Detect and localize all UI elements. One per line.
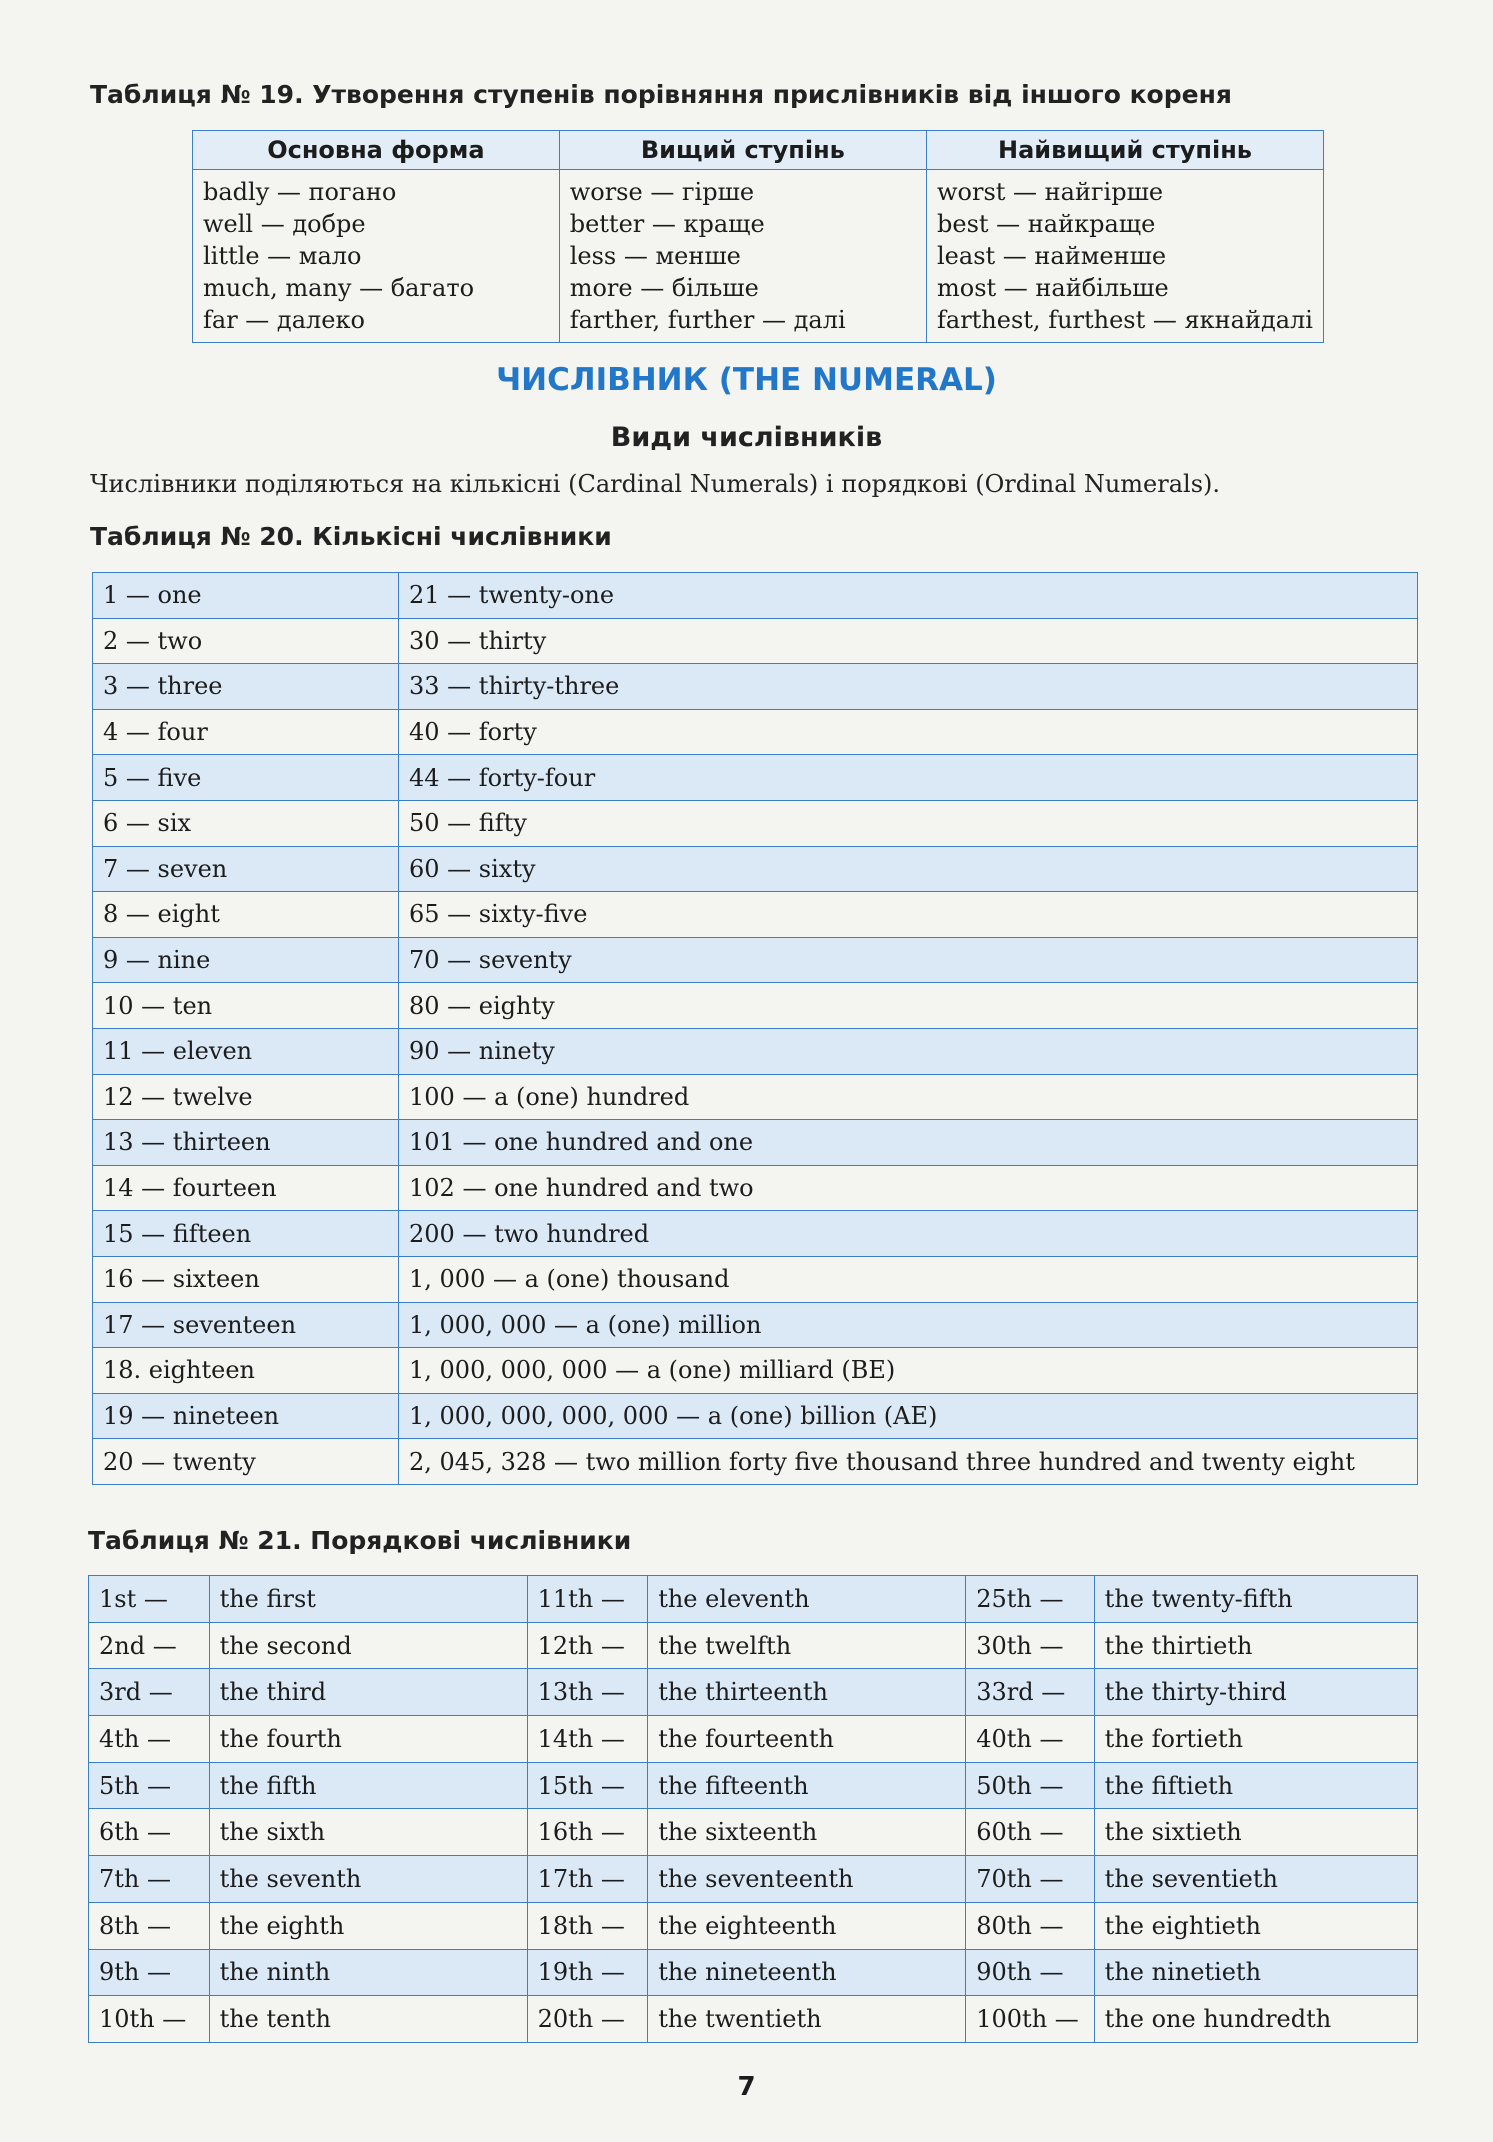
cardinal-number-large: 1, 000, 000 — a (one) million [399,1302,1418,1348]
table19-header-base: Основна форма [193,131,560,170]
table19-comparative-column [559,170,926,343]
ordinal-abbreviation: 13th — [527,1669,648,1716]
ordinal-word: the eighth [209,1902,527,1949]
table19-cell: little — мало [203,242,362,270]
ordinal-word: the fifth [209,1762,527,1809]
cardinal-number-large: 1, 000, 000, 000 — a (one) milliard (BE) [399,1348,1418,1394]
ordinal-abbreviation: 15th — [527,1762,648,1809]
ordinal-word: the fourth [209,1716,527,1763]
cardinal-number-large: 101 — one hundred and one [399,1120,1418,1166]
table-row [93,1302,1418,1348]
ordinal-abbreviation: 40th — [966,1716,1094,1763]
cardinal-number-small: 16 — sixteen [93,1256,399,1302]
table-row [93,983,1418,1029]
ordinal-word: the fortieth [1094,1716,1417,1763]
table-row [93,1211,1418,1257]
table19-cell: badly — погано [203,178,397,206]
table19-caption: Таблиця № 19. Утворення ступенів порівняння прислівників від іншого кореня [90,80,1232,109]
ordinal-word: the ninetieth [1094,1949,1417,1996]
table20-caption: Таблиця № 20. Кількісні числівники [90,522,612,551]
ordinal-abbreviation: 3rd — [89,1669,210,1716]
ordinal-abbreviation: 1st — [89,1576,210,1623]
ordinal-abbreviation: 33rd — [966,1669,1094,1716]
table19-cell: most — найбільше [937,274,1169,302]
table-row [93,1439,1418,1485]
cardinal-number-large: 50 — fifty [399,800,1418,846]
cardinal-number-small: 1 — one [93,573,399,619]
ordinal-abbreviation: 16th — [527,1809,648,1856]
table-row [93,664,1418,710]
table-row [89,1669,1418,1716]
table19-cell: worst — найгірше [937,178,1164,206]
table19-base-column [193,170,560,343]
table-row [89,1809,1418,1856]
table-row [89,1856,1418,1903]
cardinal-number-large: 44 — forty-four [399,755,1418,801]
cardinal-number-small: 3 — three [93,664,399,710]
numeral-section-title: ЧИСЛІВНИК (THE NUMERAL) [496,362,997,398]
cardinal-number-small: 7 — seven [93,846,399,892]
table21-ordinal-numerals [88,1575,1418,2043]
cardinal-number-large: 60 — sixty [399,846,1418,892]
table19-header-comparative: Вищий ступінь [559,131,926,170]
numeral-types-subtitle: Види числівників [610,422,883,453]
table21-caption: Таблиця № 21. Порядкові числівники [88,1526,632,1555]
ordinal-word: the one hundredth [1094,1996,1417,2043]
ordinal-word: the nineteenth [648,1949,966,1996]
ordinal-word: the sixth [209,1809,527,1856]
table19-cell: more — більше [569,274,759,302]
ordinal-abbreviation: 20th — [527,1996,648,2043]
ordinal-abbreviation: 14th — [527,1716,648,1763]
cardinal-number-large: 33 — thirty-three [399,664,1418,710]
ordinal-abbreviation: 6th — [89,1809,210,1856]
ordinal-word: the seventieth [1094,1856,1417,1903]
ordinal-word: the sixteenth [648,1809,966,1856]
ordinal-word: the seventeenth [648,1856,966,1903]
ordinal-abbreviation: 9th — [89,1949,210,1996]
ordinal-word: the sixtieth [1094,1809,1417,1856]
table-row [93,1393,1418,1439]
cardinal-number-small: 11 — eleven [93,1028,399,1074]
table-row [93,800,1418,846]
ordinal-abbreviation: 50th — [966,1762,1094,1809]
table-row [93,937,1418,983]
ordinal-abbreviation: 8th — [89,1902,210,1949]
ordinal-word: the second [209,1622,527,1669]
cardinal-number-large: 80 — eighty [399,983,1418,1029]
ordinal-abbreviation: 12th — [527,1622,648,1669]
ordinal-abbreviation: 19th — [527,1949,648,1996]
cardinal-number-small: 12 — twelve [93,1074,399,1120]
cardinal-number-small: 9 — nine [93,937,399,983]
table19-cell: much, many — багато [203,274,475,302]
ordinal-abbreviation: 80th — [966,1902,1094,1949]
ordinal-abbreviation: 7th — [89,1856,210,1903]
table19-cell: farther, further — далі [569,306,846,334]
table-row [89,1576,1418,1623]
ordinal-word: the twenty-fifth [1094,1576,1417,1623]
cardinal-number-small: 14 — fourteen [93,1165,399,1211]
ordinal-word: the fiftieth [1094,1762,1417,1809]
cardinal-number-large: 70 — seventy [399,937,1418,983]
table-row [93,573,1418,619]
table-row [93,1074,1418,1120]
table19-cell: far — далеко [203,306,365,334]
cardinal-number-large: 40 — forty [399,709,1418,755]
ordinal-abbreviation: 11th — [527,1576,648,1623]
page-number: 7 [737,2072,756,2102]
cardinal-number-small: 15 — fifteen [93,1211,399,1257]
ordinal-word: the thirteenth [648,1669,966,1716]
table19-cell: less — менше [569,242,741,270]
ordinal-word: the eighteenth [648,1902,966,1949]
cardinal-number-small: 8 — eight [93,892,399,938]
ordinal-abbreviation: 10th — [89,1996,210,2043]
cardinal-number-small: 2 — two [93,618,399,664]
table-row [89,1902,1418,1949]
table-row [93,892,1418,938]
table-row [89,1622,1418,1669]
ordinal-word: the seventh [209,1856,527,1903]
ordinal-abbreviation: 90th — [966,1949,1094,1996]
cardinal-number-small: 20 — twenty [93,1439,399,1485]
ordinal-abbreviation: 60th — [966,1809,1094,1856]
cardinal-number-small: 6 — six [93,800,399,846]
table-row [93,1028,1418,1074]
table-row [93,709,1418,755]
cardinal-number-small: 4 — four [93,709,399,755]
table19-cell: best — найкраще [937,210,1156,238]
cardinal-number-small: 10 — ten [93,983,399,1029]
ordinal-abbreviation: 100th — [966,1996,1094,2043]
table19-superlative-column [927,170,1324,343]
ordinal-word: the eleventh [648,1576,966,1623]
cardinal-number-large: 100 — a (one) hundred [399,1074,1418,1120]
table-row [93,1348,1418,1394]
table-row [93,755,1418,801]
ordinal-abbreviation: 25th — [966,1576,1094,1623]
ordinal-word: the thirty-third [1094,1669,1417,1716]
ordinal-word: the fourteenth [648,1716,966,1763]
table19-cell: worse — гірше [569,178,755,206]
ordinal-abbreviation: 30th — [966,1622,1094,1669]
table19-header-superlative: Найвищий ступінь [927,131,1324,170]
ordinal-word: the twentieth [648,1996,966,2043]
cardinal-number-small: 19 — nineteen [93,1393,399,1439]
table-row [89,1716,1418,1763]
ordinal-abbreviation: 2nd — [89,1622,210,1669]
ordinal-word: the eightieth [1094,1902,1417,1949]
ordinal-word: the ninth [209,1949,527,1996]
cardinal-number-large: 65 — sixty-five [399,892,1418,938]
ordinal-word: the first [209,1576,527,1623]
table-row [89,1996,1418,2043]
numeral-intro-text: Числівники поділяються на кількісні (Cardinal Numerals) і порядкові (Ordinal Numerals). [90,470,1221,498]
table19-adverb-comparison [192,130,1324,343]
table19-cell: farthest, furthest — якнайдалі [937,306,1313,334]
cardinal-number-large: 1, 000, 000, 000, 000 — a (one) billion (AE) [399,1393,1418,1439]
cardinal-number-small: 18. eighteen [93,1348,399,1394]
ordinal-word: the twelfth [648,1622,966,1669]
cardinal-number-large: 2, 045, 328 — two million forty five thousand three hundred and twenty eight [399,1439,1418,1485]
ordinal-word: the thirtieth [1094,1622,1417,1669]
ordinal-abbreviation: 18th — [527,1902,648,1949]
cardinal-number-small: 17 — seventeen [93,1302,399,1348]
table-row [89,1949,1418,1996]
cardinal-number-large: 102 — one hundred and two [399,1165,1418,1211]
ordinal-abbreviation: 70th — [966,1856,1094,1903]
table-row [93,1165,1418,1211]
cardinal-number-large: 90 — ninety [399,1028,1418,1074]
table-row [89,1762,1418,1809]
table-row [93,1120,1418,1166]
table20-cardinal-numerals [92,572,1418,1485]
cardinal-number-large: 1, 000 — a (one) thousand [399,1256,1418,1302]
cardinal-number-small: 5 — five [93,755,399,801]
table-row [93,1256,1418,1302]
table19-cell: better — краще [569,210,765,238]
table-row [93,846,1418,892]
table19-cell: least — найменше [937,242,1167,270]
ordinal-abbreviation: 5th — [89,1762,210,1809]
ordinal-word: the third [209,1669,527,1716]
cardinal-number-large: 21 — twenty-one [399,573,1418,619]
cardinal-number-large: 30 — thirty [399,618,1418,664]
table-row [93,618,1418,664]
ordinal-word: the tenth [209,1996,527,2043]
table19-cell: well — добре [203,210,366,238]
ordinal-abbreviation: 4th — [89,1716,210,1763]
ordinal-word: the fifteenth [648,1762,966,1809]
cardinal-number-small: 13 — thirteen [93,1120,399,1166]
ordinal-abbreviation: 17th — [527,1856,648,1903]
cardinal-number-large: 200 — two hundred [399,1211,1418,1257]
